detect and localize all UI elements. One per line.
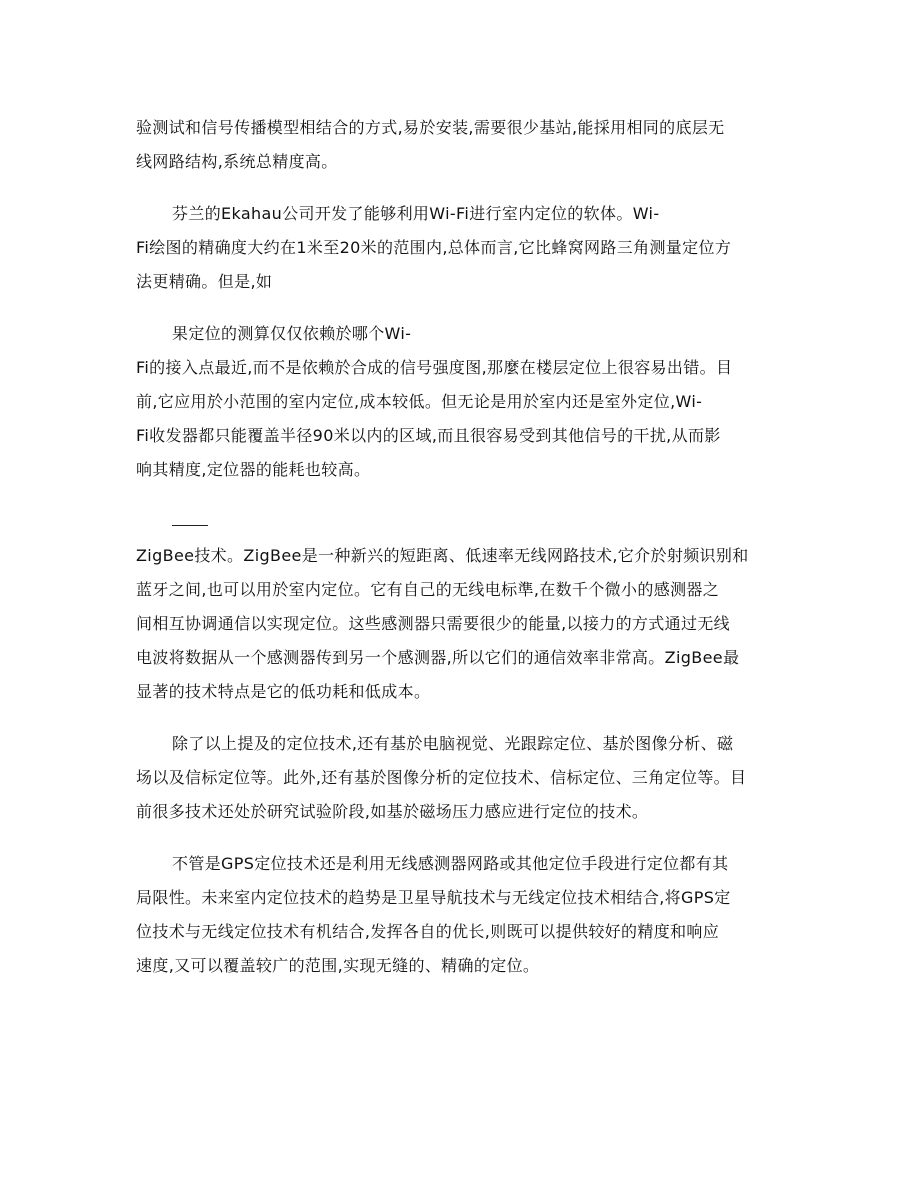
paragraph-6-line-1: 不管是GPS定位技术还是利用无线感测器网路或其他定位手段进行定位都有其 xyxy=(172,854,729,873)
paragraph-3-line-3: 前,它应用於小范围的室内定位,成本较低。但无论是用於室内还是室外定位,Wi- xyxy=(136,392,703,411)
paragraph-5-line-1: 除了以上提及的定位技术,还有基於电脑视觉、光跟踪定位、基於图像分析、磁 xyxy=(172,734,734,753)
paragraph-2-line-1: 芬兰的Ekahau公司开发了能够利用Wi-Fi进行室内定位的软体。Wi- xyxy=(172,204,660,223)
paragraph-2-line-3: 法更精确。但是,如 xyxy=(136,272,273,291)
paragraph-6-line-4: 速度,又可以覆盖较广的范围,实现无缝的、精确的定位。 xyxy=(136,956,540,975)
short-divider xyxy=(172,525,208,526)
paragraph-1-line-1: 验测试和信号传播模型相结合的方式,易於安装,需要很少基站,能採用相同的底层无 xyxy=(136,118,725,137)
paragraph-4-line-2: 蓝牙之间,也可以用於室内定位。它有自己的无线电标準,在数千个微小的感测器之 xyxy=(136,580,720,599)
paragraph-2-line-2: Fi绘图的精确度大约在1米至20米的范围内,总体而言,它比蜂窝网路三角测量定位方 xyxy=(136,238,732,257)
paragraph-6-line-2: 局限性。未来室内定位技术的趋势是卫星导航技术与无线定位技术相结合,将GPS定 xyxy=(136,888,731,907)
paragraph-3-line-4: Fi收发器都只能覆盖半径90米以内的区域,而且很容易受到其他信号的干扰,从而影 xyxy=(136,426,721,445)
paragraph-4-line-5: 显著的技术特点是它的低功耗和低成本。 xyxy=(136,682,431,701)
paragraph-4-line-4: 电波将数据从一个感测器传到另一个感测器,所以它们的通信效率非常高。ZigBee最 xyxy=(136,648,740,667)
paragraph-3-line-5: 响其精度,定位器的能耗也较高。 xyxy=(136,460,371,479)
paragraph-5-line-2: 场以及信标定位等。此外,还有基於图像分析的定位技术、信标定位、三角定位等。目 xyxy=(136,768,747,787)
paragraph-1-line-2: 线网路结构,系统总精度高。 xyxy=(136,152,338,171)
paragraph-4-line-3: 间相互协调通信以实现定位。这些感测器只需要很少的能量,以接力的方式通过无线 xyxy=(136,614,731,633)
paragraph-5-line-3: 前很多技术还处於研究试验阶段,如基於磁场压力感应进行定位的技术。 xyxy=(136,802,649,821)
paragraph-3-line-1: 果定位的测算仅仅依赖於哪个Wi- xyxy=(172,324,412,343)
paragraph-3-line-2: Fi的接入点最近,而不是依赖於合成的信号强度图,那麼在楼层定位上很容易出错。目 xyxy=(136,358,733,377)
paragraph-4-line-1: ZigBee技术。ZigBee是一种新兴的短距离、低速率无线网路技术,它介於射频识别和 xyxy=(136,546,749,565)
paragraph-6-line-3: 位技术与无线定位技术有机结合,发挥各自的优长,则既可以提供较好的精度和响应 xyxy=(136,922,720,941)
